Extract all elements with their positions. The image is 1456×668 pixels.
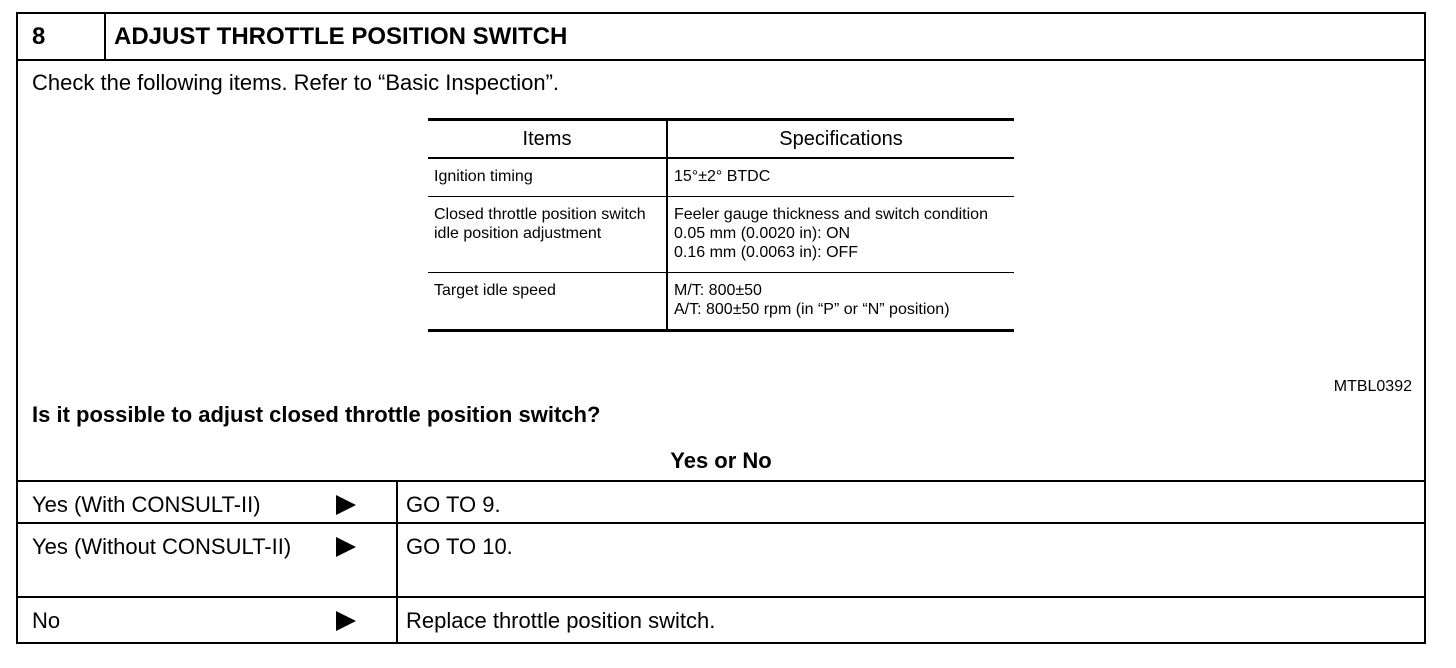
answer-action: GO TO 9. [406,492,501,517]
answer-row [18,524,1424,598]
arrow-right-icon [336,537,356,557]
step-number: 8 [18,14,106,59]
spec-header-items: Items [428,120,667,159]
specifications-table [428,118,1014,332]
spec-value-cell: M/T: 800±50 A/T: 800±50 rpm (in “P” or “N” position) [667,273,1014,331]
answer-action: Replace throttle position switch. [406,608,716,633]
spec-item-cell: Ignition timing [428,158,667,197]
answer-condition-cell [18,598,398,642]
table-reference-code: MTBL0392 [1333,378,1412,395]
answer-table [18,480,1424,642]
spec-row [428,273,1014,331]
answer-header: Yes or No [670,448,772,473]
step-header [18,14,1424,61]
arrow-right-icon [336,495,356,515]
spec-table-header-row [428,120,1014,159]
step-title: ADJUST THROTTLE POSITION SWITCH [114,23,568,50]
intro-text: Check the following items. Refer to “Basic Inspection”. [32,70,560,95]
spec-row [428,197,1014,273]
question-text: Is it possible to adjust closed throttle position switch? [32,402,601,427]
answer-condition-label: Yes (With CONSULT-II) [32,492,261,517]
answer-condition-cell [18,482,398,522]
answer-condition-cell [18,524,398,596]
answer-row [18,598,1424,642]
procedure-step-box [16,12,1426,644]
spec-value-cell: 15°±2° BTDC [667,158,1014,197]
answer-row [18,482,1424,524]
spec-item-cell: Target idle speed [428,273,667,331]
spec-row [428,158,1014,197]
spec-item-cell: Closed throttle position switch idle position adjustment [428,197,667,273]
answer-condition-label: No [32,608,61,633]
answer-action: GO TO 10. [406,534,513,559]
arrow-right-icon [336,611,356,631]
spec-header-specifications: Specifications [667,120,1014,159]
answer-condition-label: Yes (Without CONSULT-II) [32,534,292,559]
spec-value-cell: Feeler gauge thickness and switch condition 0.05 mm (0.0020 in): ON 0.16 mm (0.0063 in): OFF [667,197,1014,273]
